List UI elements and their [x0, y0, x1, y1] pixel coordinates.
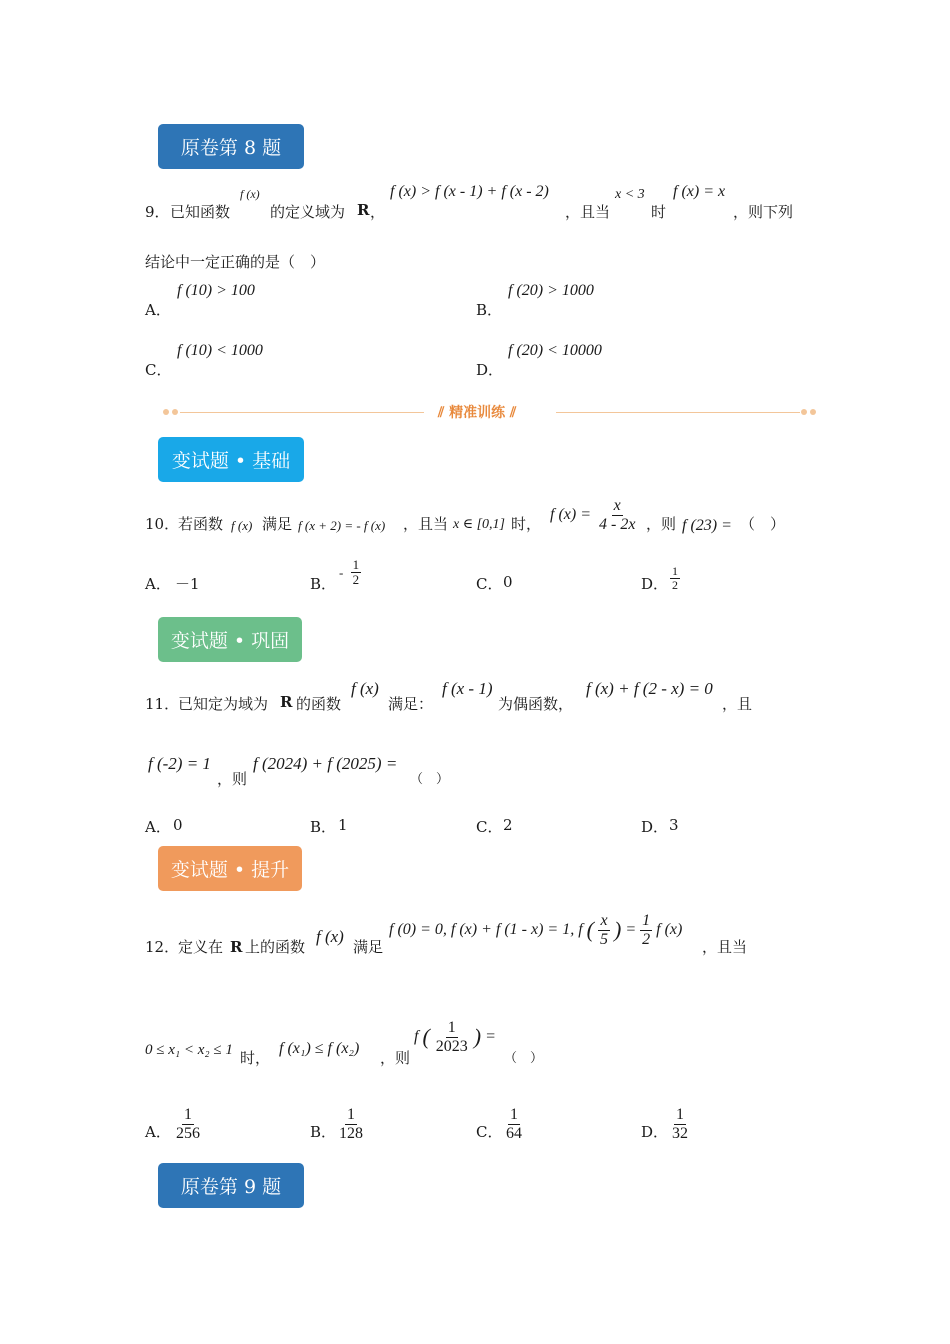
q9-option-b: f (20) > 1000: [508, 282, 594, 299]
q11-number: 11．: [145, 695, 180, 713]
divider-label: 精准训练: [449, 405, 506, 421]
q12-option-d: [670, 1106, 690, 1142]
q9-fx: f (x): [240, 187, 260, 201]
q11-text-2: 的函数: [296, 695, 342, 713]
q10-def-numerator: x: [613, 497, 621, 514]
q12-half-den: 2: [642, 930, 651, 948]
q9-option-c-label: C．: [145, 361, 172, 379]
q12-ask-f: f: [414, 1028, 419, 1046]
badge-consolidate: [158, 617, 302, 662]
q12-cond-main: f (0) = 0, f (x) + f (1 - x) = 1, f: [389, 921, 583, 939]
q10-text-2: 满足: [262, 515, 293, 533]
q10-option-b-sign: -: [339, 564, 344, 580]
q9-text-5: ，则下列: [733, 203, 794, 221]
divider-dot-left-2: [172, 409, 178, 415]
q12-text-2: 上的函数: [245, 938, 306, 956]
q9-number: 9．: [145, 203, 170, 221]
q9-text-4: 时: [651, 203, 667, 221]
q11-option-c-label: C．: [476, 818, 503, 836]
q9-text-3: ，且当: [565, 203, 611, 221]
q12-x-over-5-num: x: [600, 912, 608, 929]
q12-option-a-num: 1: [184, 1106, 192, 1123]
q10-option-b: [339, 558, 361, 588]
q12-x-over-5-den: 5: [600, 930, 608, 948]
q10-option-d-denominator: 2: [672, 578, 678, 593]
q10-fx: f (x): [231, 518, 253, 533]
q12-cond-eq: =: [625, 921, 637, 939]
q9-text-2: 的定义域为: [270, 203, 346, 221]
q11-ask: f (2024) + f (2025) =: [253, 754, 398, 773]
q12-monotone: f (x₁) ≤ f (x₂): [279, 1040, 360, 1057]
q10-text-1: 若函数: [178, 515, 224, 533]
q9-comma: ，: [370, 203, 386, 221]
q10-option-d-fraction: [670, 565, 680, 592]
q12-option-a-den: 256: [176, 1124, 200, 1142]
q12-range: 0 ≤ x₁ < x₂ ≤ 1: [145, 1042, 233, 1058]
q11-option-b-label: B．: [310, 818, 337, 836]
q12-paren-open: (: [586, 917, 594, 943]
q10-text-4: 时，: [511, 515, 542, 533]
divider-line-left: [180, 412, 424, 413]
q12-half: [640, 912, 652, 948]
divider-dot-left-1: [163, 409, 169, 415]
q12-number: 12．: [145, 938, 180, 956]
q10-ask: f (23) =: [682, 517, 732, 534]
q12-option-d-den: 32: [672, 1124, 688, 1142]
q11-paren: （ ）: [410, 772, 450, 787]
q11-cond-2: f (x) + f (2 - x) = 0: [586, 679, 713, 698]
q9-option-b-label: B．: [476, 301, 503, 319]
q12-text-6: ，则: [380, 1049, 411, 1067]
q12-option-c-fraction: [504, 1106, 524, 1142]
badge-basic: [158, 437, 304, 482]
badge-original-9: [158, 1163, 304, 1208]
divider-deco-right-icon: ⫽: [505, 405, 517, 421]
badge-label: 变试题 • 基础: [171, 450, 291, 472]
q12-text-4: ，且当: [702, 938, 748, 956]
q12-x-over-5: [598, 912, 610, 948]
q9-option-d: f (20) < 10000: [508, 342, 602, 359]
q12-ask-eq: =: [485, 1028, 496, 1046]
q9-condition: f (x) > f (x - 1) + f (x - 2): [390, 183, 549, 200]
badge-improve: [158, 846, 302, 891]
q12-half-num: 1: [642, 912, 651, 929]
q11-text-5: ，且: [722, 695, 753, 713]
divider-label-wrap: [438, 402, 516, 422]
q10-option-a: －1: [175, 575, 200, 593]
q12-text-3: 满足: [353, 938, 384, 956]
q9-line-2: 结论中一定正确的是（ ）: [145, 253, 326, 271]
q12-ask-num: 1: [447, 1019, 456, 1036]
q11-option-d: 3: [669, 816, 679, 834]
q10-domain: x ∈ [0,1]: [453, 517, 505, 532]
q10-option-b-denominator: 2: [352, 572, 360, 588]
q12-cond: [389, 912, 682, 948]
q10-def-lhs: f (x) =: [550, 506, 591, 524]
divider-dot-right-2: [810, 409, 816, 415]
q10-option-b-fraction: [351, 558, 362, 588]
q11-text-6: ，则: [217, 770, 248, 788]
q11-text-4: 为偶函数，: [498, 695, 574, 713]
q11-text-1: 已知定为域为: [178, 695, 269, 713]
q12-option-c-label: C．: [476, 1123, 503, 1141]
q12-option-d-label: D．: [641, 1123, 669, 1141]
q12-option-c-num: 1: [510, 1106, 518, 1123]
q9-option-a-label: A．: [145, 301, 171, 319]
q9-x-lt-3: x < 3: [615, 187, 645, 202]
q12-option-b: [337, 1106, 365, 1142]
badge-label: 变试题 • 巩固: [170, 630, 290, 652]
q10-number: 10．: [145, 515, 180, 533]
q11-option-a: 0: [173, 816, 183, 834]
q10-option-c-label: C．: [476, 575, 503, 593]
q11-text-3: 满足：: [388, 695, 434, 713]
q12-text-1: 定义在: [178, 938, 224, 956]
q10-text-3: ，且当: [403, 515, 449, 533]
q12-option-d-num: 1: [676, 1106, 684, 1123]
q10-option-b-numerator: 1: [352, 557, 360, 572]
q12-paren-close: ): [614, 917, 622, 943]
q12-ask-paren-open: (: [422, 1024, 430, 1050]
q10-def-denominator: 4 - 2x: [599, 515, 636, 533]
q11-option-c: 2: [503, 816, 513, 834]
q12-option-c-den: 64: [506, 1124, 522, 1142]
q11-R: R: [280, 693, 293, 711]
q12-fx: f (x): [316, 927, 344, 946]
q12-ask-den: 2023: [435, 1037, 468, 1055]
q10-text-5: ，则: [646, 515, 677, 533]
q9-option-c: f (10) < 1000: [177, 342, 263, 359]
q11-fx: f (x): [351, 679, 379, 698]
q12-text-5: 时，: [240, 1049, 271, 1067]
q10-option-b-label: B．: [310, 575, 337, 593]
badge-label: 变试题 • 提升: [170, 859, 290, 881]
q10-option-d-numerator: 1: [672, 564, 678, 578]
q10-option-c: 0: [503, 573, 513, 591]
q12-option-b-num: 1: [347, 1106, 355, 1123]
q9-R: R: [357, 201, 370, 219]
q12-ask: [414, 1019, 496, 1055]
q11-cond-3: f (-2) = 1: [148, 754, 211, 773]
q10-paren: （ ）: [740, 515, 786, 533]
badge-label: 原卷第 9 题: [180, 1176, 282, 1198]
q12-paren: （ ）: [504, 1051, 544, 1066]
divider-dot-right-1: [801, 409, 807, 415]
q11-option-b: 1: [338, 816, 348, 834]
q10-option-a-label: A．: [145, 575, 171, 593]
divider-line-right: [556, 412, 800, 413]
q12-option-a-fraction: [174, 1106, 202, 1142]
q12-cond-rhs: f (x): [656, 921, 683, 939]
divider-deco-left-icon: ⫽: [438, 405, 450, 421]
q11-option-d-label: D．: [641, 818, 669, 836]
q12-ask-fraction: [434, 1019, 470, 1055]
q10-def-fraction: [597, 497, 637, 533]
q10-option-d: [670, 565, 680, 592]
q10-option-d-label: D．: [641, 575, 669, 593]
q9-option-a: f (10) > 100: [177, 282, 255, 299]
q9-option-d-label: D．: [476, 361, 504, 379]
q12-option-d-fraction: [670, 1106, 690, 1142]
q10-condition: f (x + 2) = - f (x): [298, 518, 386, 533]
q12-R: R: [230, 938, 243, 956]
q9-text-1: 已知函数: [170, 203, 231, 221]
q12-option-a-label: A．: [145, 1123, 171, 1141]
q11-option-a-label: A．: [145, 818, 171, 836]
q12-option-b-den: 128: [339, 1124, 363, 1142]
q9-fx-eq-x: f (x) = x: [673, 183, 726, 200]
q12-option-a: [174, 1106, 202, 1142]
q10-def: [550, 497, 637, 533]
badge-original-8: [158, 124, 304, 169]
q12-option-b-fraction: [337, 1106, 365, 1142]
q11-cond-1: f (x - 1): [442, 679, 493, 698]
q12-option-b-label: B．: [310, 1123, 337, 1141]
q12-option-c: [504, 1106, 524, 1142]
badge-label: 原卷第 8 题: [180, 137, 282, 159]
q12-ask-paren-close: ): [473, 1024, 482, 1050]
